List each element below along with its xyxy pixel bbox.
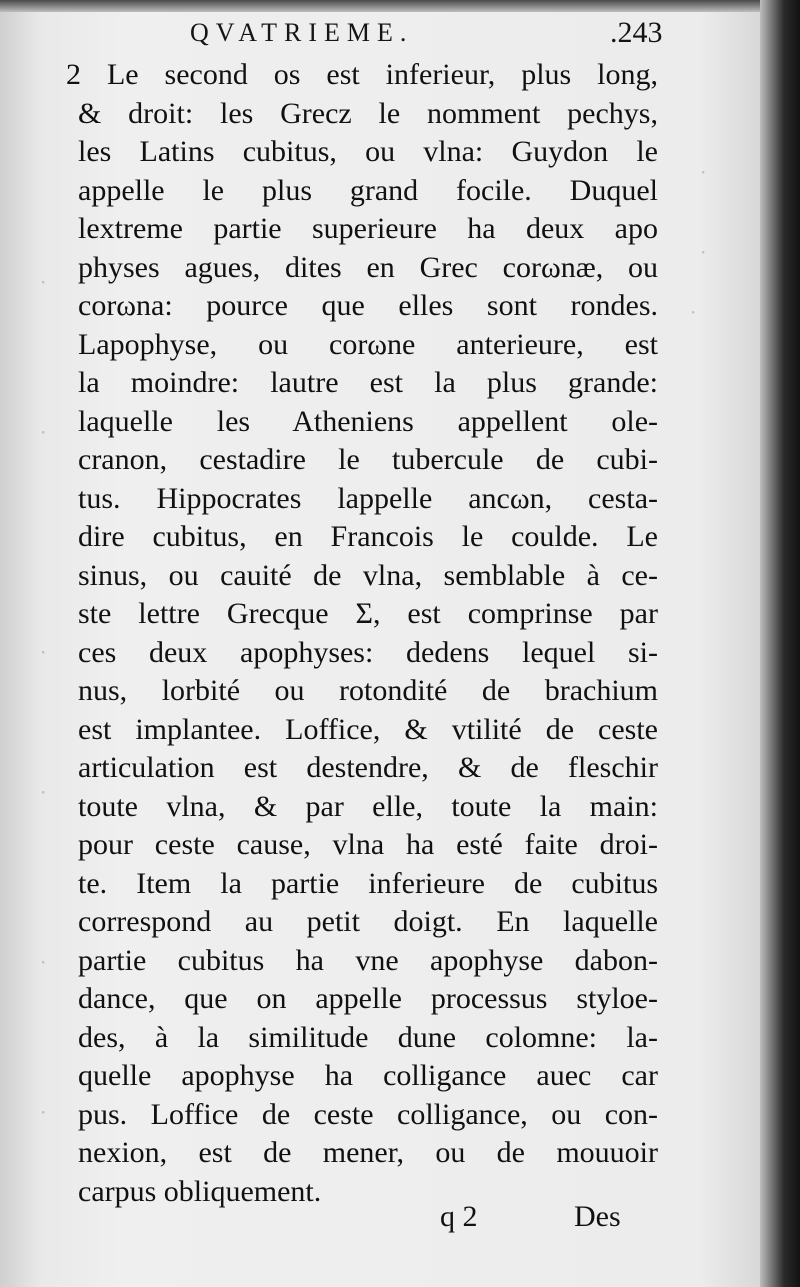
text-line: nexion, est de mener, ou de mouuoir bbox=[78, 1136, 658, 1169]
text-line: sinus, ou cauité de vlna, semblable à ce- bbox=[78, 558, 658, 592]
text-line: te. Item la partie inferieure de cubitus bbox=[78, 866, 658, 900]
page-top-edge bbox=[0, 0, 800, 12]
text-line: les Latins cubitus, ou vlna: Guydon le bbox=[78, 135, 658, 168]
text-line: dance, que on appelle processus styloe- bbox=[78, 982, 658, 1015]
text-line: quelle apophyse ha colligance auec car bbox=[78, 1059, 658, 1092]
running-head: QVATRIEME. bbox=[190, 18, 414, 47]
text-line: 2 Le second os est inferieur, plus long, bbox=[66, 58, 658, 91]
text-line: Lapophyse, ou corωne anterieure, est bbox=[78, 327, 658, 361]
text-line: corωna: pource que elles sont rondes. bbox=[78, 289, 658, 322]
text-line: partie cubitus ha vne apophyse dabon- bbox=[78, 943, 658, 977]
text-line: articulation est destendre, & de fleschir bbox=[78, 751, 658, 784]
text-line: & droit: les Grecz le nomment pechys, bbox=[78, 96, 658, 130]
signature-mark: q 2 bbox=[440, 1200, 478, 1233]
text-line: laquelle les Atheniens appellent ole- bbox=[78, 404, 658, 438]
text-line: correspond au petit doigt. En laquelle bbox=[78, 905, 658, 938]
text-line: est implantee. Loffice, & vtilité de ceste bbox=[78, 712, 658, 746]
text-line: la moindre: lautre est la plus grande: bbox=[78, 366, 658, 399]
body-text bbox=[66, 56, 658, 1211]
text-line: nus, lorbité ou rotondité de brachium bbox=[78, 674, 658, 707]
text-line: dire cubitus, en Francois le coulde. Le bbox=[78, 520, 658, 553]
catchword: Des bbox=[574, 1200, 621, 1233]
show-through-bleed: · · · · · · · · · bbox=[40, 160, 707, 1124]
text-line: lextreme partie superieure ha deux apo bbox=[78, 212, 658, 245]
text-line: ste lettre Grecque Σ, est comprinse par bbox=[78, 597, 658, 630]
text-line: carpus obliquement. bbox=[78, 1174, 322, 1208]
text-line: physes agues, dites en Grec corωnæ, ou bbox=[78, 250, 658, 284]
text-line: des, à la similitude dune colomne: la- bbox=[78, 1020, 658, 1054]
text-line: appelle le plus grand focile. Duquel bbox=[78, 173, 658, 207]
page-number: .243 bbox=[610, 16, 663, 49]
text-line: ces deux apophyses: dedens lequel si- bbox=[78, 635, 658, 669]
text-line: toute vlna, & par elle, toute la main: bbox=[78, 789, 658, 823]
text-line: pus. Loffice de ceste colligance, ou con- bbox=[78, 1097, 658, 1131]
text-line: cranon, cestadire le tubercule de cubi- bbox=[78, 443, 658, 476]
page-gutter bbox=[760, 0, 800, 1287]
text-line: tus. Hippocrates lappelle ancωn, cesta- bbox=[78, 481, 658, 515]
text-line: pour ceste cause, vlna ha esté faite droi- bbox=[78, 828, 658, 861]
